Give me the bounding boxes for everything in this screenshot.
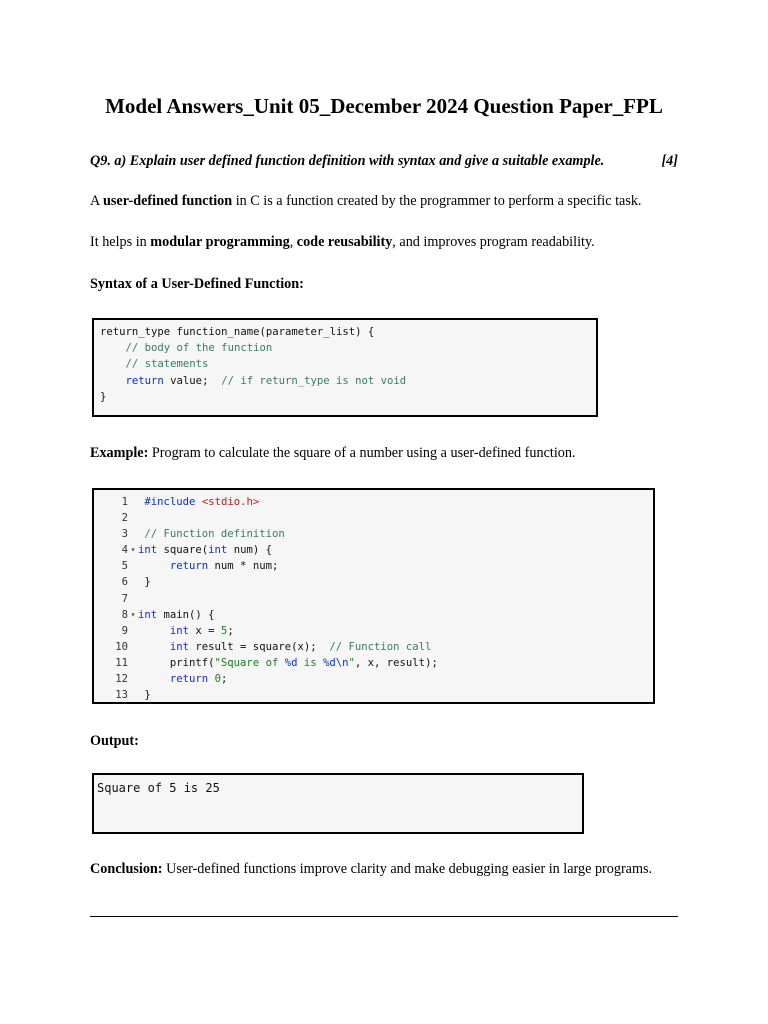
syntax-code-block [92,318,598,417]
text-run: User-defined functions improve clarity and make debugging easier in large programs. [162,861,653,877]
text-run: in C is a function created by the programmer to perform a specific task. [232,193,642,209]
conclusion-label: Conclusion: [90,861,163,877]
text-run: , and improves program readability. [392,234,595,250]
line-number: 1 [121,496,128,508]
code-row [94,671,653,687]
code-row [94,639,653,655]
code-line: #include <stdio.h> [144,496,260,508]
code-row [94,526,653,542]
code-comment: // if return_type is not void [221,374,407,387]
example-paragraph [90,443,678,463]
code-line: return num * num; [169,560,279,573]
question-heading [90,151,678,171]
line-number: 4 [121,544,128,557]
line-number: 7 [121,592,128,605]
code-comment: // body of the function [125,342,273,355]
code-line: } [100,390,107,403]
conclusion-paragraph [90,859,678,879]
example-code-block [92,488,655,704]
line-number: 11 [115,656,128,669]
line-number: 9 [121,624,128,637]
code-line: int x = 5; [169,624,234,637]
code-row [94,574,653,590]
code-line: } [144,689,151,702]
line-number: 6 [121,576,128,589]
code-row [94,542,653,558]
code-row [94,687,653,703]
line-number: 12 [115,673,128,686]
definition-paragraph [90,191,678,211]
line-number: 10 [115,640,128,653]
code-row [94,623,653,639]
text-run: , [289,234,297,250]
text-run: A [90,193,104,209]
text-run: It helps in [90,234,151,250]
code-comment: // statements [125,358,209,371]
code-line: return_type function_name(parameter_list) { [100,326,375,338]
fold-toggle-icon[interactable]: ▾ [130,545,136,555]
page-title: Model Answers_Unit 05_December 2024 Question Paper_FPL [105,94,663,118]
code-row [94,558,653,574]
line-number: 13 [115,689,128,702]
benefits-paragraph [90,232,678,252]
code-line [100,340,590,356]
code-line: int main() { [138,608,215,621]
line-number: 5 [121,560,128,573]
code-row [94,607,653,623]
code-keyword: return [125,374,164,387]
code-line [100,356,590,372]
code-line: return 0; [169,673,228,686]
code-row [94,591,653,607]
code-line: // Function definition [144,528,285,541]
line-number: 8 [121,608,128,621]
text-run: Program to calculate the square of a number using a user-defined function. [148,445,576,461]
horizontal-rule [90,916,678,917]
bold-term: code reusability [296,234,393,250]
line-number: 3 [121,528,128,541]
code-line: printf("Square of %d is %d\n", x, result); [169,656,438,669]
bold-term: modular programming [150,234,290,250]
question-text: Q9. a) Explain user defined function definition with syntax and give a suitable example. [90,153,605,169]
code-line: int result = square(x); // Function call [169,640,432,653]
code-row [94,655,653,671]
output-block [92,773,584,834]
code-line: int square(int num) { [138,544,272,557]
code-row [94,494,653,510]
bold-term: user-defined function [103,193,233,209]
line-number: 2 [121,512,128,525]
example-label: Example: [90,445,149,461]
output-heading: Output: [90,733,139,749]
output-text: Square of 5 is 25 [97,781,220,795]
question-marks: [4] [661,153,678,169]
syntax-heading: Syntax of a User-Defined Function: [90,276,304,292]
code-line: } [144,576,151,589]
code-line: return value; // if return_type is not void [125,374,407,387]
fold-toggle-icon[interactable]: ▾ [130,609,136,619]
code-row [94,510,653,526]
